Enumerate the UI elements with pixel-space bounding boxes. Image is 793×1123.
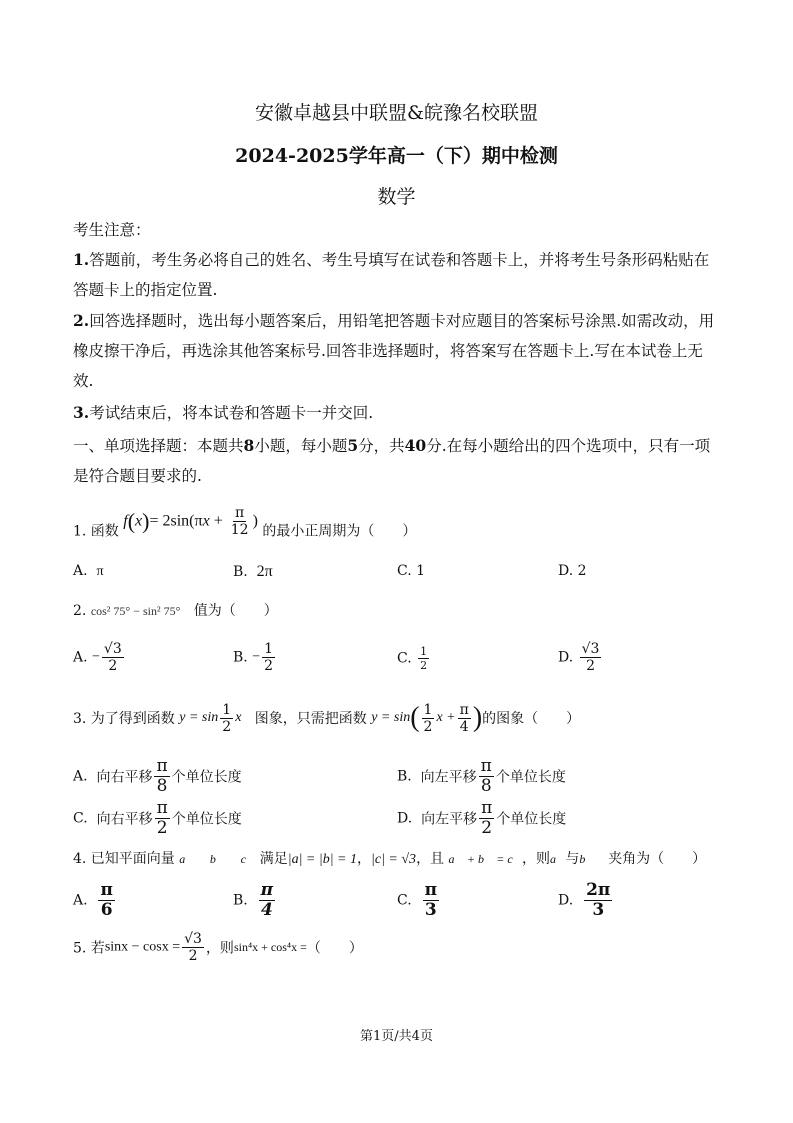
q2-option-a bbox=[73, 642, 126, 673]
q3-a-den: 8 bbox=[156, 776, 168, 796]
section-count: 8 bbox=[243, 436, 255, 455]
q1-a-label: A. bbox=[73, 563, 88, 579]
q4-mid2: ，则 bbox=[522, 851, 551, 867]
q1-frac-num: π bbox=[235, 505, 245, 521]
q3-b-den: 8 bbox=[480, 776, 492, 796]
q4-sep: ， bbox=[357, 851, 372, 867]
q2-c-label: C. bbox=[397, 650, 412, 667]
section-points-total: 40 bbox=[404, 436, 427, 455]
q4-vb: b⃗ bbox=[579, 852, 595, 866]
q4-d-label: D. bbox=[558, 892, 574, 909]
q1-option-a bbox=[73, 563, 104, 580]
q2-d-num: √3 bbox=[581, 641, 600, 657]
section-text-b: 小题，每小题 bbox=[254, 437, 348, 455]
section-points-each: 5 bbox=[347, 436, 359, 455]
q2-c-den: 2 bbox=[420, 659, 428, 672]
q5-prefix: 5. 若 bbox=[73, 940, 105, 957]
section-1-heading bbox=[73, 431, 723, 491]
q4-b-num: π bbox=[260, 880, 274, 900]
q5-mid: ，则 bbox=[205, 940, 234, 957]
q5-frac-den: 2 bbox=[188, 948, 198, 964]
q4-a-den: 6 bbox=[100, 900, 113, 920]
q1-a-value: π bbox=[96, 564, 104, 579]
q4-a-frac bbox=[98, 882, 114, 919]
q2-c-num: 1 bbox=[420, 645, 428, 658]
q1-close: ) bbox=[252, 512, 258, 530]
q1-plus: + bbox=[209, 512, 227, 530]
q3-mid: 图象，只需把函数 bbox=[254, 711, 367, 727]
q1-d-label: D. bbox=[558, 563, 574, 579]
q4-a-num: π bbox=[100, 880, 113, 900]
q2-d-den: 2 bbox=[586, 658, 596, 674]
subject-title: 数学 bbox=[377, 186, 416, 208]
q1-prefix: 1. 函数 bbox=[73, 523, 119, 540]
q4-c-num: π bbox=[424, 880, 438, 900]
q4-vectors: a⃗ ， b⃗ ， c⃗ bbox=[179, 852, 256, 866]
q4-d-frac bbox=[584, 882, 612, 919]
q4-va: a⃗ bbox=[550, 852, 566, 866]
q3-d-frac bbox=[479, 800, 494, 837]
question-1: 1. 函数 f(x)= 2sin(πx + $\frac{\pi}{12}$ ) 的最小正周期为（ ） bbox=[73, 505, 417, 540]
q3-c-label: C. bbox=[73, 810, 88, 827]
q3-d-label: D. bbox=[397, 810, 413, 827]
q3-prefix: 3. 为了得到函数 bbox=[73, 711, 175, 727]
page-footer: 第1页/共4页 bbox=[360, 1029, 433, 1044]
q3-a-pre: 向右平移 bbox=[96, 769, 153, 786]
q3-b-pre: 向左平移 bbox=[420, 769, 477, 786]
q3-option-b bbox=[397, 758, 566, 795]
q4-d-den: 3 bbox=[592, 900, 605, 920]
q3-d-num: π bbox=[481, 798, 493, 818]
q4-b-label: B. bbox=[233, 892, 248, 909]
q4-cond-pre: 满足 bbox=[259, 851, 288, 867]
q4-option-c bbox=[397, 882, 441, 919]
notice-text-1: 答题前，考生务必将自己的姓名、考生号填写在试卷和答题卡上，并将考生号条形码粘贴在答题卡上的指定位置. bbox=[73, 251, 710, 299]
q3-f2n: 1 bbox=[423, 701, 433, 718]
q1-option-d bbox=[558, 563, 587, 579]
q2-d-label: D. bbox=[558, 649, 574, 666]
q1-fraction bbox=[229, 506, 251, 537]
q3-frac2 bbox=[422, 703, 435, 734]
q3-f1d: 2 bbox=[222, 718, 232, 735]
q5-tail: （ ） bbox=[306, 940, 363, 957]
q4-cond2: |c| = √3 bbox=[371, 852, 417, 867]
notice-title: 考生注意： bbox=[73, 221, 151, 239]
q3-c-num: π bbox=[156, 798, 168, 818]
q5-expr: sinx − cosx = bbox=[104, 939, 181, 955]
q2-a-sign: − bbox=[92, 649, 100, 665]
q2-tail: 值为（ ） bbox=[193, 603, 278, 619]
q3-b-post: 个单位长度 bbox=[495, 769, 566, 786]
q1-eq: = 2sin(π bbox=[149, 512, 203, 530]
q3-f2d: 2 bbox=[423, 718, 433, 735]
notice-num-3: 3. bbox=[73, 403, 90, 422]
q1-frac-den: 12 bbox=[230, 522, 249, 538]
q2-option-d bbox=[558, 642, 603, 673]
q5-frac-num: √3 bbox=[184, 931, 202, 947]
q3-a-frac bbox=[154, 758, 169, 795]
q2-option-c bbox=[397, 646, 431, 671]
q3-c-pre: 向右平移 bbox=[96, 811, 153, 828]
q4-and: 与 bbox=[565, 851, 580, 867]
q3-b-label: B. bbox=[397, 768, 412, 785]
q5-frac bbox=[182, 932, 204, 963]
q2-a-label: A. bbox=[73, 649, 88, 666]
q3-d-den: 2 bbox=[481, 818, 493, 838]
q4-cond3: a⃗ + b⃗ = c⃗ bbox=[448, 852, 523, 866]
q2-b-sign: − bbox=[252, 649, 261, 665]
q4-option-b bbox=[233, 882, 277, 919]
q1-tail: 的最小正周期为（ ） bbox=[262, 523, 417, 540]
q3-f3n: π bbox=[459, 701, 469, 718]
question-3: 3. 为了得到函数 y = sin $\frac{1}{2}$ x 图象，只需把函数 y = sin( $\frac{1}{2}$ x + $\frac{\pi}{4}$ )的图象（ ） bbox=[73, 701, 581, 735]
notice-item-1 bbox=[73, 245, 723, 305]
q2-b-num: 1 bbox=[264, 641, 274, 657]
section-text-c: 分，共 bbox=[358, 437, 405, 455]
header-line-1: 安徽卓越县中联盟&皖豫名校联盟 bbox=[255, 102, 538, 124]
q2-a-num: √3 bbox=[103, 641, 122, 657]
q1-c-label: C. bbox=[397, 563, 412, 579]
q2-a-den: 2 bbox=[108, 658, 118, 674]
q3-frac1 bbox=[220, 703, 233, 734]
q2-a-frac bbox=[102, 642, 124, 673]
notice-item-2 bbox=[73, 306, 723, 396]
q4-b-den: 4 bbox=[260, 900, 273, 920]
q3-f1n: 1 bbox=[222, 701, 232, 718]
q5-expr2: sin⁴x + cos⁴x = bbox=[233, 940, 307, 954]
q3-d-post: 个单位长度 bbox=[496, 811, 567, 828]
q4-c-label: C. bbox=[397, 892, 412, 909]
notice-num-2: 2. bbox=[73, 311, 90, 330]
q4-prefix: 4. 已知平面向量 bbox=[73, 851, 175, 867]
q4-d-num: 2π bbox=[586, 880, 611, 900]
q4-tail: 夹角为（ ） bbox=[608, 851, 707, 867]
notice-text-3: 考试结束后，将本试卷和答题卡一并交回. bbox=[89, 404, 374, 422]
q4-option-a bbox=[73, 882, 117, 919]
q4-option-d bbox=[558, 882, 614, 919]
q4-c-den: 3 bbox=[424, 900, 437, 920]
q1-d-value: 2 bbox=[577, 563, 587, 579]
notice-text-2: 回答选择题时，选出每小题答案后，用铅笔把答题卡对应题目的答案标号涂黑.如需改动，用橡皮擦干净后，再选涂其他答案标号.回答非选择题时，将答案写在答题卡上.写在本试卷上无效. bbox=[73, 312, 715, 390]
q4-mid: ，且 bbox=[416, 851, 445, 867]
q3-x1: x bbox=[235, 710, 242, 725]
question-5 bbox=[73, 932, 363, 963]
notice-num-1: 1. bbox=[73, 250, 90, 269]
q3-option-d bbox=[397, 800, 566, 837]
q2-num: 2. bbox=[73, 603, 87, 619]
q3-tail: 的图象（ ） bbox=[482, 711, 581, 727]
q2-option-b bbox=[233, 642, 277, 673]
q1-b-value: 2π bbox=[256, 563, 273, 580]
q1-f: f bbox=[123, 512, 128, 530]
q3-option-c bbox=[73, 800, 242, 837]
q1-b-label: B. bbox=[233, 564, 248, 580]
q4-b-frac bbox=[259, 882, 275, 919]
q3-y1: y = sin bbox=[179, 710, 219, 725]
q3-c-frac bbox=[155, 800, 170, 837]
q2-b-label: B. bbox=[233, 649, 248, 666]
q1-c-value: 1 bbox=[416, 563, 426, 579]
q4-a-label: A. bbox=[73, 892, 88, 909]
q2-b-den: 2 bbox=[264, 658, 274, 674]
question-4 bbox=[73, 848, 706, 868]
q2-d-frac bbox=[580, 642, 602, 673]
q4-c-frac bbox=[423, 882, 439, 919]
notice-item-3 bbox=[73, 398, 723, 428]
section-text-a: 一、单项选择题：本题共 bbox=[73, 437, 244, 455]
q1-x2: x bbox=[202, 512, 210, 530]
q4-cond1: |a| = |b| = 1 bbox=[287, 852, 358, 867]
q3-a-post: 个单位长度 bbox=[171, 769, 242, 786]
q3-x2: x + bbox=[436, 710, 456, 725]
q3-c-den: 2 bbox=[156, 818, 168, 838]
q3-c-post: 个单位长度 bbox=[171, 811, 242, 828]
q3-b-num: π bbox=[480, 756, 492, 776]
q3-b-frac bbox=[479, 758, 494, 795]
q2-b-frac bbox=[262, 642, 275, 673]
q2-c-frac bbox=[418, 646, 429, 671]
q1-x: x bbox=[135, 512, 143, 530]
q1-option-c bbox=[397, 563, 425, 579]
q3-a-num: π bbox=[156, 756, 168, 776]
q2-expr: cos² 75° − sin² 75° bbox=[90, 604, 181, 618]
q3-frac3 bbox=[458, 703, 471, 734]
q3-f3d: 4 bbox=[459, 718, 469, 735]
q3-option-a bbox=[73, 758, 242, 795]
section-text-d: 分.在每小题给出的四个选项中，只有一项是符合题目要求的. bbox=[73, 437, 711, 485]
q3-a-label: A. bbox=[73, 768, 88, 785]
q1-option-b bbox=[233, 563, 273, 581]
q3-d-pre: 向左平移 bbox=[421, 811, 478, 828]
header-line-2: 2024-2025学年高一（下）期中检测 bbox=[235, 145, 558, 167]
question-2 bbox=[73, 600, 278, 620]
q3-y2: y = sin bbox=[371, 710, 411, 725]
